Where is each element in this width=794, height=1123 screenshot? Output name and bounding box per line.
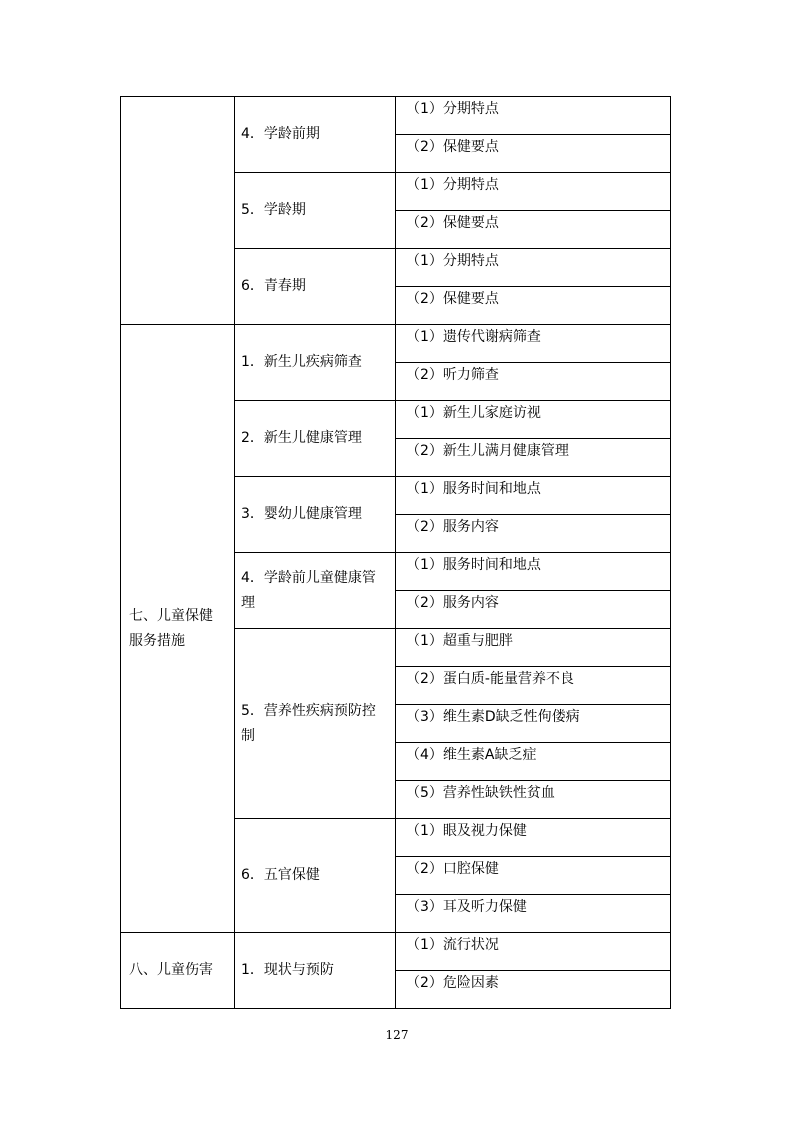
item-cell: （1）服务时间和地点 [396,477,671,515]
topic-cell: 3．婴幼儿健康管理 [235,477,396,553]
item-cell: （1）眼及视力保健 [396,819,671,857]
topic-cell: 4．学龄前期 [235,97,396,173]
item-cell: （2）保健要点 [396,211,671,249]
item-cell: （2）口腔保健 [396,857,671,895]
topic-cell: 1．现状与预防 [235,933,396,1009]
item-cell: （5）营养性缺铁性贫血 [396,781,671,819]
page-number: 127 [385,1028,409,1042]
section-title-cell [121,97,235,325]
item-cell: （2）保健要点 [396,135,671,173]
section-title-cell: 八、儿童伤害 [121,933,235,1009]
item-cell: （1）流行状况 [396,933,671,971]
item-cell: （1）分期特点 [396,249,671,287]
section-title-cell: 七、儿童保健服务措施 [121,325,235,933]
item-cell: （2）危险因素 [396,971,671,1009]
table-row [121,325,671,363]
item-cell: （2）保健要点 [396,287,671,325]
topic-cell: 6．青春期 [235,249,396,325]
item-cell: （1）分期特点 [396,97,671,135]
item-cell: （1）新生儿家庭访视 [396,401,671,439]
item-cell: （2）蛋白质-能量营养不良 [396,667,671,705]
item-cell: （2）新生儿满月健康管理 [396,439,671,477]
item-cell: （2）服务内容 [396,591,671,629]
syllabus-table-body [121,97,671,1009]
item-cell: （3）维生素D缺乏性佝偻病 [396,705,671,743]
item-cell: （3）耳及听力保健 [396,895,671,933]
item-cell: （1）超重与肥胖 [396,629,671,667]
item-cell: （2）服务内容 [396,515,671,553]
table-row [121,97,671,135]
item-cell: （1）分期特点 [396,173,671,211]
item-cell: （4）维生素A缺乏症 [396,743,671,781]
topic-cell: 1．新生儿疾病筛查 [235,325,396,401]
item-cell: （1）遗传代谢病筛查 [396,325,671,363]
table-row [121,933,671,971]
syllabus-table [120,96,671,1009]
topic-cell: 4．学龄前儿童健康管理 [235,553,396,629]
topic-cell: 6．五官保健 [235,819,396,933]
item-cell: （2）听力筛查 [396,363,671,401]
topic-cell: 2．新生儿健康管理 [235,401,396,477]
topic-cell: 5．学龄期 [235,173,396,249]
topic-cell: 5．营养性疾病预防控制 [235,629,396,819]
item-cell: （1）服务时间和地点 [396,553,671,591]
